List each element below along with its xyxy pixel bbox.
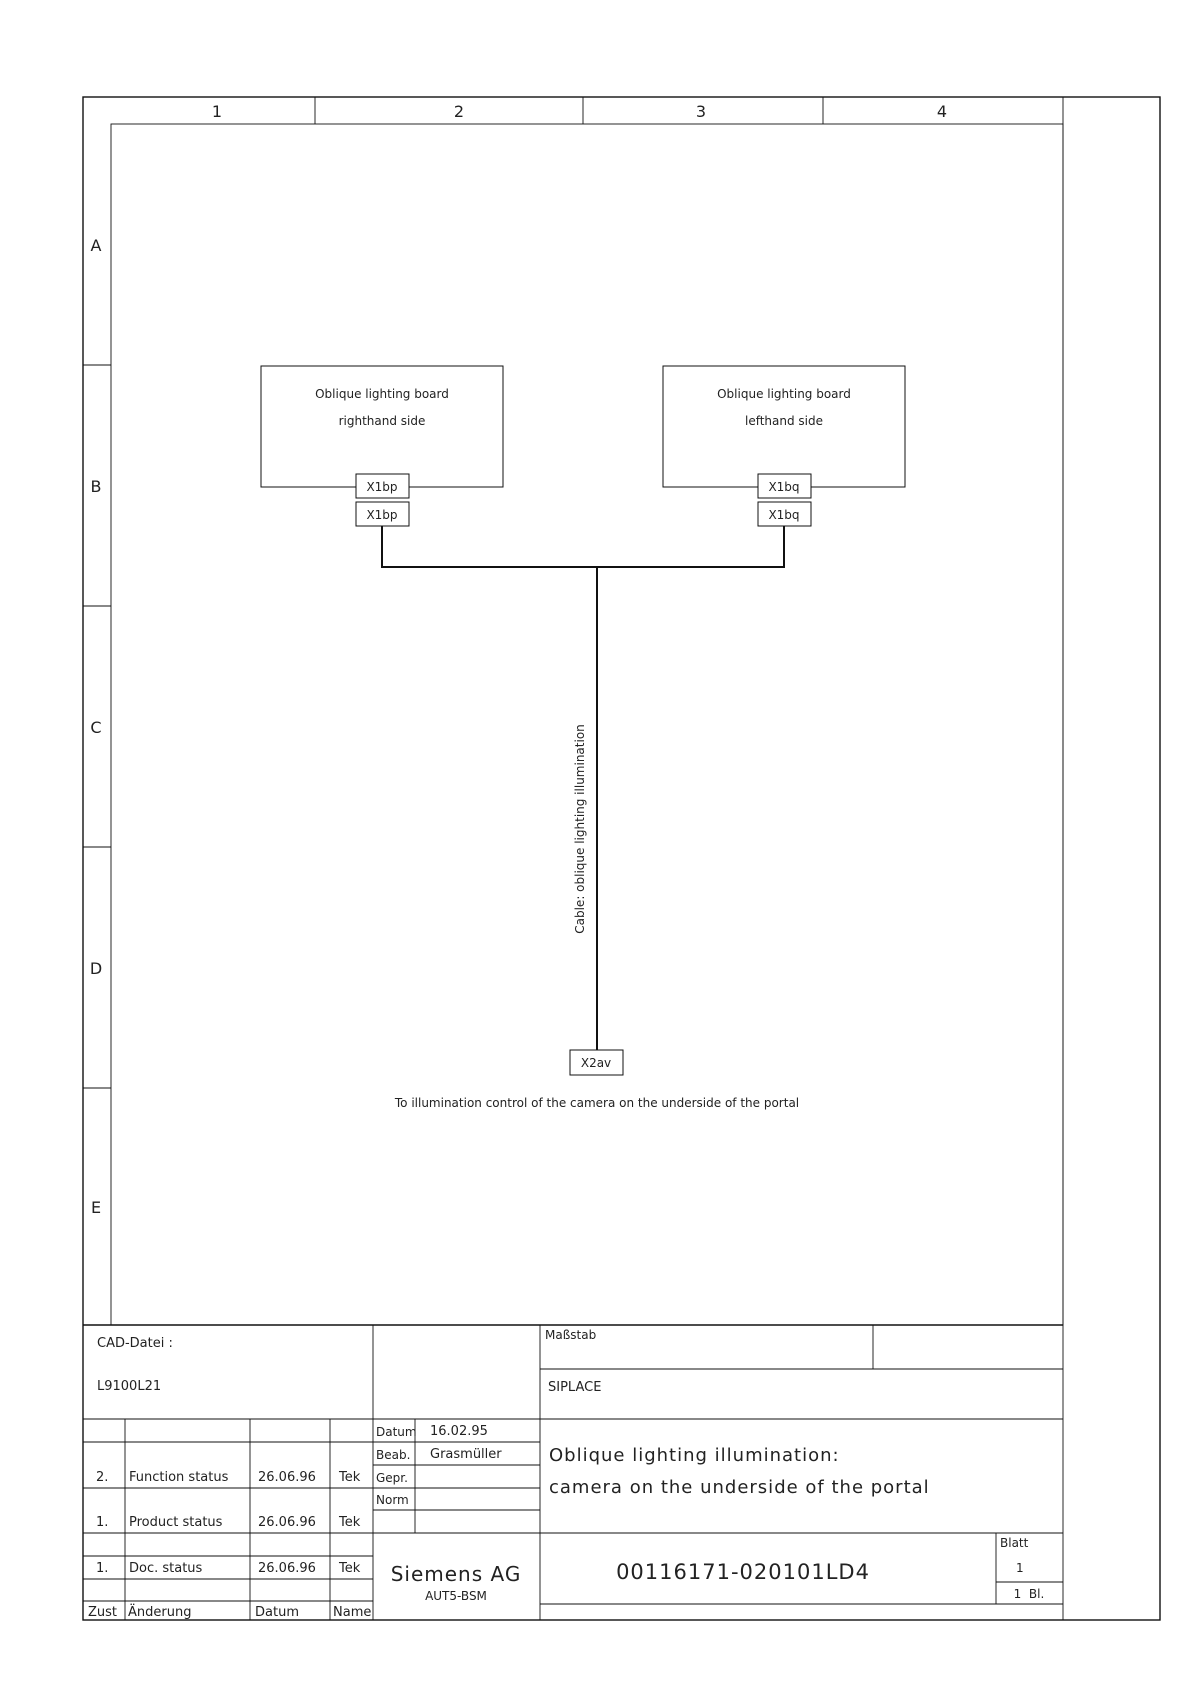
connector-x1bq-top-label: X1bq bbox=[768, 480, 800, 494]
cable-wire bbox=[382, 526, 784, 567]
document-number-suffix: LD4 bbox=[825, 1560, 870, 1584]
board-righthand-line1: Oblique lighting board bbox=[315, 387, 449, 401]
col-header-change: Änderung bbox=[128, 1605, 192, 1620]
col-header-zust: Zust bbox=[88, 1605, 118, 1620]
revision-zust: 1. bbox=[96, 1561, 109, 1576]
row-label-e: E bbox=[90, 1198, 102, 1217]
column-label-4: 4 bbox=[936, 102, 948, 121]
row-label-a: A bbox=[90, 236, 102, 255]
col-header-date: Datum bbox=[255, 1605, 299, 1620]
datum-value: 16.02.95 bbox=[430, 1424, 488, 1439]
column-label-1: 1 bbox=[211, 102, 223, 121]
document-number-main: 00116171-020101 bbox=[616, 1560, 826, 1584]
column-label-3: 3 bbox=[695, 102, 707, 121]
connector-x1bq-bottom-label: X1bq bbox=[768, 508, 800, 522]
board-righthand-line2: righthand side bbox=[338, 414, 426, 428]
inner-frame bbox=[111, 124, 1063, 1325]
document-number bbox=[616, 1560, 870, 1584]
project-name: SIPLACE bbox=[548, 1380, 602, 1395]
drawing-title-line2: camera on the underside of the portal bbox=[549, 1477, 930, 1498]
row-label-c: C bbox=[90, 718, 102, 737]
board-lefthand-line1: Oblique lighting board bbox=[717, 387, 851, 401]
beab-label: Beab. bbox=[376, 1448, 411, 1462]
drawing-title-line1: Oblique lighting illumination: bbox=[549, 1445, 840, 1466]
cad-file-label: CAD-Datei : bbox=[97, 1336, 173, 1351]
cad-file-name: L9100L21 bbox=[97, 1379, 162, 1394]
sheet-count: 1 Bl. bbox=[1013, 1587, 1045, 1601]
revision-zust: 2. bbox=[96, 1470, 109, 1485]
revision-change: Function status bbox=[129, 1470, 229, 1485]
blatt-value: 1 bbox=[1016, 1561, 1024, 1575]
row-label-d: D bbox=[89, 959, 103, 978]
revision-date: 26.06.96 bbox=[258, 1561, 316, 1576]
revision-date: 26.06.96 bbox=[258, 1470, 316, 1485]
revision-change: Product status bbox=[129, 1515, 223, 1530]
outer-frame bbox=[83, 97, 1160, 1620]
department: AUT5-BSM bbox=[425, 1589, 487, 1603]
cable-label: Cable: oblique lighting illumination bbox=[573, 724, 587, 934]
connector-x1bp-bottom-label: X1bp bbox=[366, 508, 398, 522]
datum-label: Datum bbox=[376, 1425, 417, 1439]
norm-label: Norm bbox=[376, 1493, 409, 1507]
blatt-label: Blatt bbox=[1000, 1536, 1029, 1550]
revision-name: Tek bbox=[339, 1561, 361, 1576]
revision-change: Doc. status bbox=[129, 1561, 203, 1576]
revision-name: Tek bbox=[339, 1470, 361, 1485]
company-name: Siemens AG bbox=[390, 1562, 522, 1586]
massstab-label: Maßstab bbox=[545, 1328, 597, 1342]
row-label-b: B bbox=[90, 477, 102, 496]
revision-name: Tek bbox=[339, 1515, 361, 1530]
column-label-2: 2 bbox=[453, 102, 465, 121]
connector-x1bp-top-label: X1bp bbox=[366, 480, 398, 494]
beab-value: Grasmüller bbox=[430, 1447, 502, 1462]
gepr-label: Gepr. bbox=[376, 1471, 408, 1485]
target-caption: To illumination control of the camera on the underside of the portal bbox=[394, 1096, 800, 1110]
revision-zust: 1. bbox=[96, 1515, 109, 1530]
col-header-name: Name bbox=[333, 1605, 372, 1620]
board-lefthand-line2: lefthand side bbox=[744, 414, 824, 428]
revision-date: 26.06.96 bbox=[258, 1515, 316, 1530]
connector-x2av-label: X2av bbox=[580, 1056, 612, 1070]
